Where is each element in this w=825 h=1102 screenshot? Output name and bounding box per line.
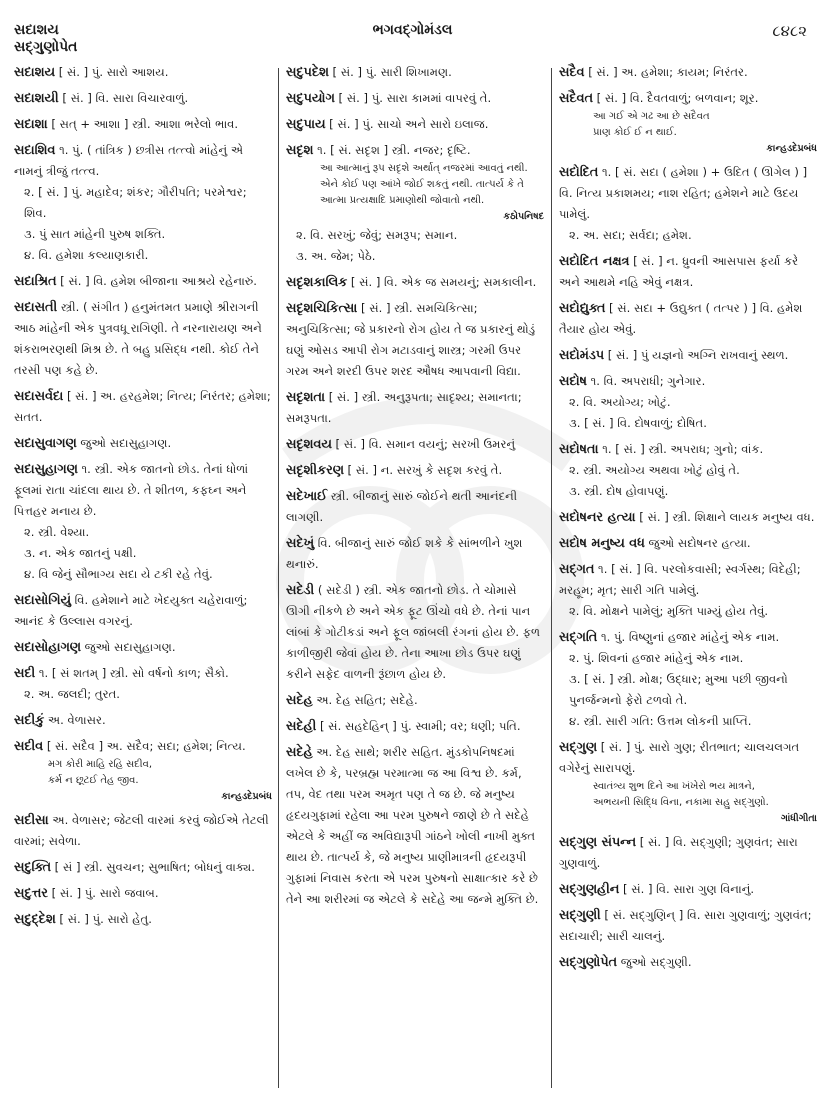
quotation-line: આ આત્માનું રૂપ સદૃશે અર્થાત્ નજરમાં આવતું નથી. એને કોઈ પણ આંખે જોઈ શકતું નથી. તાત્પર્ય કે તે આત્મા પ્રત્યક્ષાદિ પ્રમાણોથી જોવાતો નથી. (320, 163, 528, 206)
definition: ૧. [ સં. સદૃશ ] સ્ત્રી. નજર; દૃષ્ટિ. (317, 143, 471, 157)
definition: [ સં. સદ્ગુણિન્ ] વિ. સારા ગુણવાળું; ગુણવંત; સદાચારી; સારી ચાલનું. (559, 908, 812, 943)
headword: સદાશય (14, 65, 56, 80)
headword: સદૃશતા (286, 390, 326, 405)
dictionary-entry (286, 62, 544, 83)
headword: સદ્ગતિ (559, 630, 598, 645)
dictionary-entry (559, 832, 817, 874)
definition: [ સં. ] પું યજ્ઞનો અગ્નિ રાખવાનું સ્થળ. (607, 348, 789, 362)
entry-main (286, 716, 544, 737)
page-number: ૮૪૮૨ (772, 22, 807, 40)
sub-sense: ૨. વિ. અયોગ્ય; ખોટું. (569, 395, 671, 409)
entry-main (286, 114, 544, 135)
definition: [ સં. ] સ્ત્રી. સમચિકિત્સા; અનુચિકિત્સા; જે પ્રકારનો રોગ હોય તે જ પ્રકારનું થોડું ઘણું ઓસડ આપી રોગ મટાડવાનું શાસ્ત્ર; ગરમી ઉપર ગરમ અને શરદી ઉપર શરદ ઔષધ આપવાની વિદ્યા. (286, 301, 536, 378)
guide-word-last: સદ્ગુણોપેત (14, 39, 78, 55)
entry-main (286, 742, 544, 910)
definition: [ સં. ] પું. સાચો અને સારો ઇલાજ. (329, 117, 489, 131)
headword: સદુદ્દેશ (14, 912, 56, 927)
page-header (0, 0, 825, 60)
headword: સદોદ્યુક્ત (559, 301, 606, 316)
dictionary-entry (559, 345, 817, 366)
definition: [ સં. ] વિ. સમાન વયનું; સરખી ઉમરનું (335, 437, 516, 451)
dictionary-entry (286, 460, 544, 481)
headword: સદ્ગત (559, 562, 595, 577)
sub-sense: ૨. વિ. સરખું; જેવું; સમરૂપ; સમાન. (296, 228, 458, 242)
dictionary-entry (14, 883, 272, 904)
definition: ૧. [ સં. ] વિ. પરલોકવાસી; સ્વર્ગસ્થ; વિદેહી; મરહૂમ; મૃત; સારી ગતિ પામેલું. (559, 562, 801, 597)
definition: જુઓ સદાસુહાગણ. (84, 640, 176, 654)
dictionary-entry (286, 533, 544, 575)
dictionary-entry (286, 742, 544, 910)
dictionary-entry (14, 297, 272, 381)
entry-main (14, 637, 272, 658)
entry-main (559, 371, 817, 392)
dictionary-entry (286, 88, 544, 109)
definition: [ સં. ] પું. સારો આશય. (58, 65, 169, 79)
dictionary-entry (286, 140, 544, 267)
definition: સ્ત્રી. ( સંગીત ) હનુમંતમત પ્રમાણે શ્રીરાગની આઠ માંહેની એક પુત્રવધૂ રાગિણી. તે નરનારાયણ અને શંકરાભરણથી મિશ્ર છે. તે બહુ પ્રસિદ્ધ નથી. કોઈ તેને તરસી પણ કહે છે. (14, 300, 262, 377)
sub-sense: ૩. [ સં. ] સ્ત્રી. મોક્ષ; ઉદ્ધાર; મુઆ પછી જીવનો પુનર્જન્મનો ફેરો ટળવો તે. (569, 672, 788, 707)
sub-sense: ૩. સ્ત્રી. દોષ હોવાપણું. (569, 484, 669, 498)
entry-main (559, 251, 817, 293)
dictionary-entry (14, 857, 272, 878)
headword: સદોદિત નક્ષત્ર (559, 254, 630, 269)
headword: સદૃશ (286, 143, 314, 158)
entry-main (286, 533, 544, 575)
sub-sense: ૩. [ સં. ] વિ. દોષવાળું; દોષિત. (569, 416, 707, 430)
entry-main (559, 952, 817, 973)
dictionary-entry (559, 507, 817, 528)
headword: સદાસતી (14, 300, 58, 315)
headword: સદાસોગિયું (14, 593, 71, 608)
headword: સદુપદેશ (286, 65, 329, 80)
entry-main (14, 297, 272, 381)
dictionary-column-3 (559, 62, 817, 978)
definition: [ સં. ] ન. ધ્રુવની આસપાસ ફર્યા કરે અને આથમે નહિ એવું નક્ષત્ર. (559, 254, 799, 289)
entry-main (286, 580, 544, 685)
dictionary-entry (14, 810, 272, 852)
headword: સદીકું (14, 713, 45, 728)
entry-main (14, 459, 272, 522)
dictionary-entry (14, 736, 272, 805)
quotation-source: કાન્હડદેપ્રબંધ (221, 791, 272, 802)
headword: સદોદિત (559, 165, 599, 180)
dictionary-entry (286, 486, 544, 528)
sub-sense: ૨. સ્ત્રી. વેશ્યા. (24, 525, 90, 539)
definition: [ સં. ] પું. સારી શિખામણ. (332, 65, 452, 79)
entry-main (559, 533, 817, 554)
dictionary-entry (286, 434, 544, 455)
dictionary-entry (559, 88, 817, 157)
definition: અ. દેહ સાથે; શરીર સહિત. મુંડકોપનિષદમાં લખેલ છે કે, પરબ્રહ્મ પરમાત્મા જ આ વિશ્વ છે. કર્મ, તપ, વેદ તથા પરમ અમૃત પણ તે જ છે. જે મનુષ્ય હૃદયગુફામાં રહેલા આ પરમ પુરુષને જાણે છે તે સદેહે એટલે કે અહીં જ અવિદ્યારૂપી ગાંઠને ખોલી નાખી મુક્ત થાય છે. તાત્પર્ય કે, જે મનુષ્ય પ્રાણીમાત્રની હૃદયરૂપી ગુફામાં નિવાસ કરતા એ પરમ પુરુષનો સાક્ષાત્કાર કરે છે તેને આ શરીરમાં જ એટલે કે સદેહે આ જન્મે મુક્તિ છે. (286, 745, 539, 906)
headword: સદ્ગુણોપેત (559, 955, 618, 970)
quotation-line: મગ કોરી માહિ રહિ સદીવ, (48, 759, 153, 770)
definition: [ સં. સદા + ઉદ્યુક્ત ( તત્પર ) ] વિ. હમેશ તૈયાર હોય એવું. (559, 301, 803, 336)
headword: સદ્ગુણહીન (559, 882, 620, 897)
entry-main (14, 810, 272, 852)
dictionary-entry (559, 737, 817, 827)
definition: જુઓ સદાસુહાગણ. (80, 436, 172, 450)
headword: સદોષતા (559, 442, 599, 457)
definition: [ સં. ] સ્ત્રી. અનુરૂપતા; સાદૃશ્ય; સમાનતા; સમરૂપતા. (286, 390, 522, 425)
entry-main (14, 114, 272, 135)
entry-main (286, 460, 544, 481)
dictionary-entry (14, 433, 272, 454)
entry-main (14, 857, 272, 878)
definition: [ સં. ] વિ. સદ્ગુણી; ગુણવંત; સારા ગુણવાળું. (559, 835, 798, 870)
definition: [ સં. ] સ્ત્રી. શિક્ષાને લાયક મનુષ્ય વધ. (639, 510, 815, 524)
dictionary-column-2 (286, 62, 544, 915)
dictionary-entry (14, 140, 272, 266)
definition: [ સં. ] વિ. દૈવતવાળું; બળવાન; શૂર. (596, 91, 759, 105)
definition: [ સં. ] વિ. સારા ગુણ વિનાનું. (623, 882, 755, 896)
quotation-line: કર્મ ન છૂટઈ તેહ જીવ. (48, 775, 139, 786)
headword: સદીસા (14, 813, 49, 828)
dictionary-entry (286, 387, 544, 429)
sub-sense: ૨. અ. જલદી; તુરત. (24, 687, 120, 701)
headword: સદૈવ (559, 65, 585, 80)
dictionary-entry (559, 905, 817, 947)
entry-main (559, 737, 817, 779)
headword: સદોષ (559, 374, 587, 389)
headword: સદેખું (286, 536, 315, 551)
dictionary-entry (286, 716, 544, 737)
dictionary-entry (14, 909, 272, 930)
dictionary-entry (14, 386, 272, 428)
dictionary-entry (14, 663, 272, 705)
entry-main (559, 298, 817, 340)
definition: ૧. [ સં. સદા ( હમેશા ) + ઉદિત ( ઊગેલ ) ] વિ. નિત્ય પ્રકાશમય; નાશ રહિત; હમેશને માટે ઉદય પામેલું. (559, 165, 808, 221)
definition: [ સં. સહદેહિન્ ] પું. સ્વામી; વર; ધણી; પતિ. (319, 719, 521, 733)
dictionary-entry (559, 627, 817, 732)
dictionary-entry (286, 690, 544, 711)
definition: ૧. પું. વિષ્ણુનાં હજાર માંહેનું એક નામ. (600, 630, 780, 644)
headword: સદાશા (14, 117, 48, 132)
entry-main (14, 88, 272, 109)
quotation-line: આ ગઈ એ ગઢ આ છે સદૈવત (593, 111, 710, 122)
headword: સદુપાય (286, 117, 326, 132)
entry-main (559, 507, 817, 528)
quotation-line: અભયની સિદ્ધિ વિના, નકામા સહુ સદ્ગુણો. (593, 797, 769, 808)
headword: સદુત્તર (14, 886, 48, 901)
definition: [ સં. ] અ. હમેશા; કાયમ; નિરંતર. (588, 65, 748, 79)
definition: [ સં. ] ન. સરખું કે સદૃશ કરવું તે. (347, 463, 503, 477)
headword: સદેહી (286, 719, 317, 734)
dictionary-column-1 (14, 62, 272, 935)
entry-main (559, 88, 817, 109)
headword: સદાસોહાગણ (14, 640, 81, 655)
sub-sense: ૩. ન. એક જાતનું પક્ષી. (24, 546, 137, 560)
dictionary-entry (559, 251, 817, 293)
headword: સદુપયોગ (286, 91, 335, 106)
entry-main (559, 559, 817, 601)
definition: સ્ત્રી. બીજાનું સારું જોઈને થતી આનંદની લાગણી. (286, 489, 518, 524)
definition: ૧. પું. ( તાંત્રિક ) છત્રીસ તત્ત્વો માંહેનું એ નામનું ત્રીજું તત્ત્વ. (14, 143, 244, 178)
entry-main (559, 62, 817, 83)
sub-sense: ૪. વિ. હમેશા કલ્યાણકારી. (24, 248, 149, 262)
headword: સદોષ મનુષ્ય વધ (559, 536, 645, 551)
headword: સદુક્તિ (14, 860, 51, 875)
dictionary-entry (14, 459, 272, 585)
definition: જુઓ સદોષનર હત્યા. (648, 536, 751, 550)
entry-main (286, 88, 544, 109)
quotation-source: કાન્હડદેપ્રબંધ (766, 143, 817, 154)
entry-main (14, 736, 272, 757)
entry-main (559, 879, 817, 900)
headword: સદ્ગુણ (559, 740, 598, 755)
dictionary-entry (14, 710, 272, 731)
dictionary-entry (559, 879, 817, 900)
definition: વિ. હમેશાને માટે ખેદયુક્ત ચહેરાવાળું; આનંદ કે ઉલ્લાસ વગરનું. (14, 593, 248, 628)
dictionary-entry (559, 439, 817, 502)
entry-main (14, 590, 272, 632)
headword: સદાશયી (14, 91, 59, 106)
dictionary-entry (559, 952, 817, 973)
entry-main (559, 832, 817, 874)
definition: [ સં. ] અ. હરહમેશ; નિત્ય; નિરંતર; હમેશા; સતત. (14, 389, 271, 424)
dictionary-entry (286, 298, 544, 382)
definition: અ. વેળાસર; જેટલી વારમાં કરવું જોઈએ તેટલી વારમાં; સવેળા. (14, 813, 269, 848)
headword: સદૃશચિકિત્સા (286, 301, 358, 316)
entry-main (559, 345, 817, 366)
headword: સદૃશકાલિક (286, 275, 348, 290)
headword: સદાસર્વદા (14, 389, 64, 404)
sub-sense: ૩. અ. જેમ; પેઠે. (296, 249, 376, 263)
headword: સદીવ (14, 739, 44, 754)
book-title: ભગવદ્ગોમંડલ (372, 22, 453, 38)
quotation-line: પ્રાણ કોઈ ઈ ન થાઈ. (593, 127, 677, 138)
sub-sense: ૩. પું સાત માંહેની પુરુષ શક્તિ. (24, 227, 166, 241)
entry-main (286, 140, 544, 161)
definition: [ સં. ] પું. સારો ગુણ; રીતભાત; ચાલચલગત વગેરેનું સારાપણું. (559, 740, 800, 775)
headword: સદૃશીકરણ (286, 463, 344, 478)
dictionary-entry (286, 272, 544, 293)
sub-sense: ૨. પું. શિવનાં હજાર માંહેનું એક નામ. (569, 651, 744, 665)
sub-sense: ૨. વિ. મોક્ષને પામેલું; મુક્તિ પામ્યું હોય તેવું. (569, 604, 769, 618)
definition: [ સત્ + આશા ] સ્ત્રી. આશા ભરેલો ભાવ. (51, 117, 239, 131)
definition: ૧. [ સં શતમ્ ] સ્ત્રી. સો વર્ષનો કાળ; સૈકો. (38, 666, 229, 680)
headword: સદાશ્રિત (14, 274, 57, 289)
entry-main (559, 905, 817, 947)
headword: સદેખાઈ (286, 489, 328, 504)
entry-main (286, 298, 544, 382)
headword: સદોષનર હત્યા (559, 510, 636, 525)
entry-main (286, 690, 544, 711)
headword: સદ્ગુણ સંપન્ન (559, 835, 637, 850)
dictionary-entry (14, 114, 272, 135)
entry-main (559, 162, 817, 225)
dictionary-entry (559, 162, 817, 246)
definition: [ સં. ] પું. સારો જવાબ. (51, 886, 159, 900)
entry-main (14, 271, 272, 292)
entry-main (559, 439, 817, 460)
entry-main (14, 710, 272, 731)
headword: સદી (14, 666, 36, 681)
definition: અ. દેહ સહિત; સદેહે. (316, 693, 418, 707)
dictionary-entry (14, 88, 272, 109)
entry-main (14, 663, 272, 684)
entry-main (559, 627, 817, 648)
quotation-source: કઠોપનિષદ (503, 211, 544, 222)
entry-main (14, 883, 272, 904)
headword: સદાસુવાગણ (14, 436, 77, 451)
entry-main (14, 62, 272, 83)
sub-sense: ૨. [ સં. ] પું. મહાદેવ; શંકર; ગૌરીપતિ; પરમેશ્વર; શિવ. (24, 185, 247, 220)
dictionary-entry (286, 580, 544, 685)
entry-main (14, 909, 272, 930)
headword: સદેડી (286, 583, 315, 598)
dictionary-entry (14, 590, 272, 632)
entry-main (286, 272, 544, 293)
dictionary-entry (559, 62, 817, 83)
definition: [ સં. ] પું. સારો હેતુ. (59, 912, 152, 926)
dictionary-entry (14, 271, 272, 292)
definition: ૧. વિ. અપરાધી; ગુનેગાર. (590, 374, 706, 388)
definition: [ સં. ] વિ. સારા વિચારવાળું. (62, 91, 189, 105)
quotation-source: ગાંધીગીતા (781, 813, 817, 824)
dictionary-entry (559, 559, 817, 622)
definition: ૧. [ સં. ] સ્ત્રી. અપરાધ; ગુનો; વાંક. (602, 442, 764, 456)
sub-sense: ૨. અ. સદા; સર્વદા; હમેશ. (569, 228, 692, 242)
headword: સદ્ગુણી (559, 908, 601, 923)
headword: સદાશિવ (14, 143, 56, 158)
entry-main (286, 434, 544, 455)
definition: ( સદેડી ) સ્ત્રી. એક જાતનો છોડ. તે ચોમાસે ઊગી નીકળે છે અને એક ફૂટ ઊંચો વધે છે. તેનાં પાન લાંબાં કે ગોટીકડાં અને ફૂલ જાંબલી રંગનાં હોય છે. ફળ કાળીજીરી જેવાં હોય છે. તેના આખા છોડ ઉપર ઘણું કરીને સફેદ વાળની રૂંછાળ હોય છે. (286, 583, 541, 681)
headword: સદૃશવય (286, 437, 332, 452)
entry-main (286, 387, 544, 429)
guide-word-first: સદાશય (14, 22, 59, 38)
dictionary-entry (559, 298, 817, 340)
definition: [ સં ] સ્ત્રી. સુવચન; સુભાષિત; બોધનું વાક્ય. (54, 860, 255, 874)
definition: [ સં. સદૈવ ] અ. સદૈવ; સદા; હમેશ; નિત્ય. (46, 739, 246, 753)
dictionary-entry (14, 62, 272, 83)
headword: સદૈવત (559, 91, 593, 106)
headword: સદોમંડપ (559, 348, 605, 363)
sub-sense: ૪. વિ જેનું સૌભાગ્ય સદા યે ટકી રહે તેવું. (24, 567, 213, 581)
headword: સદેહ (286, 693, 313, 708)
sub-sense: ૪. સ્ત્રી. સારી ગતિ: ઉત્તમ લોકની પ્રાપ્તિ. (569, 714, 752, 728)
dictionary-entry (559, 533, 817, 554)
dictionary-entry (286, 114, 544, 135)
definition: ૧. સ્ત્રી. એક જાતનો છોડ. તેનાં ધોળાં ફૂલમાં રાતા ચાંદલા થાય છે. તે શીતળ, કફઘ્ન અને પિત્તહર મનાય છે. (14, 462, 249, 518)
column-divider (551, 68, 552, 1088)
column-divider (278, 68, 279, 1088)
entry-main (14, 386, 272, 428)
definition: [ સં. ] વિ. એક જ સમયનું; સમકાલીન. (350, 275, 537, 289)
entry-main (14, 140, 272, 182)
headword: સદેહે (286, 745, 313, 760)
entry-main (14, 433, 272, 454)
quotation-line: સ્વાતંત્ર્ય શુભ દિને આ ખંખેરો ભય માત્રને, (593, 781, 755, 792)
definition: વિ. બીજાનું સારું જોઈ શકે કે સાંભળીને ખુશ થનારું. (286, 536, 523, 571)
dictionary-entry (559, 371, 817, 434)
definition: જુઓ સદ્ગુણી. (620, 955, 692, 969)
definition: [ સં. ] પું. સારા કામમાં વાપરવું તે. (338, 91, 492, 105)
entry-main (286, 62, 544, 83)
definition: [ સં. ] વિ. હમેશ બીજાના આશ્રયે રહેનારું. (60, 274, 257, 288)
entry-main (286, 486, 544, 528)
sub-sense: ૨. સ્ત્રી. અયોગ્ય અથવા ખોટું હોવું તે. (569, 463, 740, 477)
headword: સદાસુહાગણ (14, 462, 78, 477)
dictionary-entry (14, 637, 272, 658)
definition: અ. વેળાસર. (47, 713, 106, 727)
